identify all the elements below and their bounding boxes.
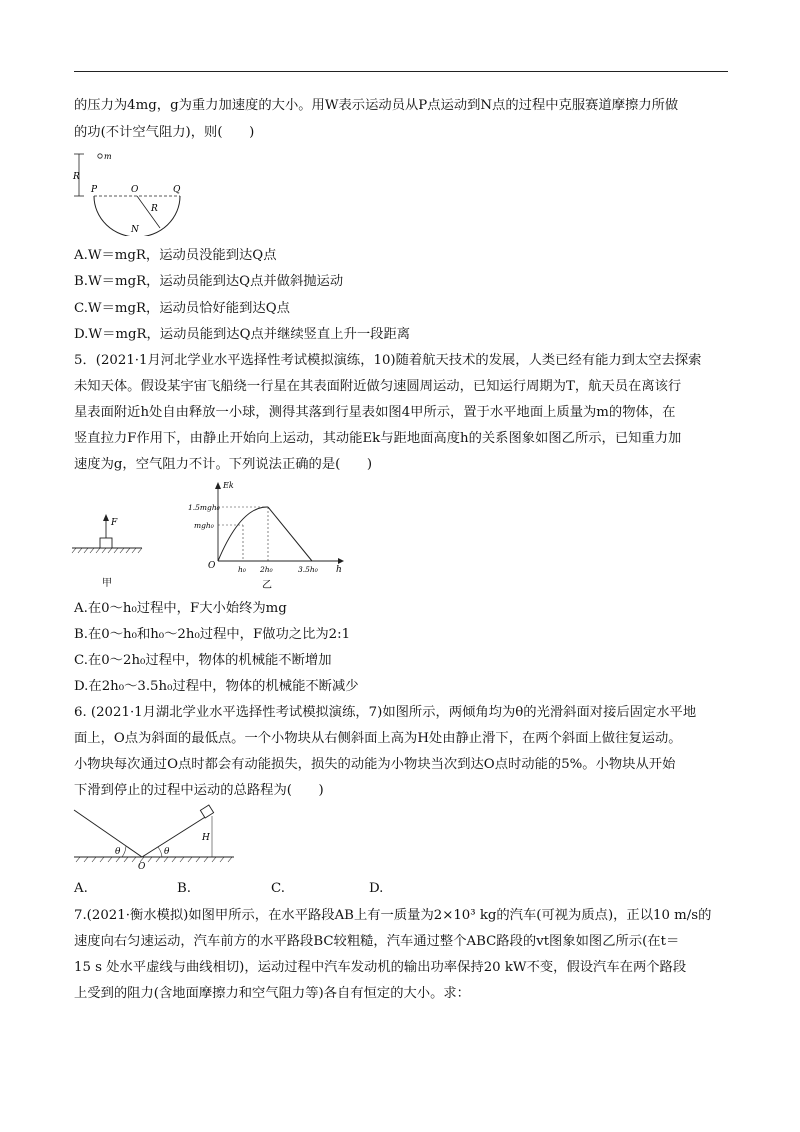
q5-option-a: A.在0～h₀过程中，F大小始终为mg xyxy=(74,601,287,616)
label-Ek: Ek xyxy=(223,481,234,490)
q4-option-c: C.W＝mgR，运动员恰好能到达Q点 xyxy=(74,301,290,316)
tick-x-2h0: 2h₀ xyxy=(260,565,273,574)
q5-stem-line4: 竖直拉力F作用下，由静止开始向上运动，其动能Ek与距地面高度h的关系图象如图乙所示，已知重力加 xyxy=(74,431,682,446)
ball-icon xyxy=(98,154,102,158)
header-rule xyxy=(74,71,728,72)
label-O: O xyxy=(138,862,146,872)
q5-stem-line2: 未知天体。假设某宇宙飞船绕一行星在其表面附近做匀速圆周运动，已知运行周期为T，航天员在离该行 xyxy=(74,379,682,394)
q4-option-d: D.W＝mgR，运动员能到达Q点并继续竖直上升一段距离 xyxy=(74,327,411,342)
q7-stem-line1: 7.(2021·衡水模拟)如图甲所示，在水平路段AB上有一质量为2×10³ kg的汽车(可视为质点)，正以10 m/s的 xyxy=(74,908,712,923)
tick-x-3_5h0: 3.5h₀ xyxy=(298,565,318,574)
y-axis-arrow-icon xyxy=(215,482,221,489)
q4-option-b: B.W＝mgR，运动员能到达Q点并做斜抛运动 xyxy=(74,274,344,289)
q5-option-d: D.在2h₀～3.5h₀过程中，物体的机械能不断减少 xyxy=(74,679,359,694)
q5-option-b: B.在0～h₀和h₀～2h₀过程中，F做功之比为2:1 xyxy=(74,627,351,642)
tick-y-1_5mgh0: 1.5mgh₀ xyxy=(188,503,220,512)
q6-stem-line3: 小物块每次通过O点时都会有动能损失，损失的动能为小物块当次到达O点时动能的5%。小物块从开始 xyxy=(74,757,676,772)
q6-option-a: A. xyxy=(74,881,88,896)
block-icon xyxy=(100,538,112,548)
q7-stem-line4: 上受到的阻力(含地面摩擦力和空气阻力等)各自有恒定的大小。求： xyxy=(74,986,470,1001)
q7-stem-line2: 速度向右匀速运动，汽车前方的水平路段BC较粗糙，汽车通过整个ABC路段的vt图象如图乙所示(在t＝ xyxy=(74,934,680,949)
q6-stem-line2: 面上，O点为斜面的最低点。一个小物块从右侧斜面上高为H处由静止滑下，在两个斜面上做往复运动。 xyxy=(74,731,682,746)
label-P: P xyxy=(91,185,98,195)
label-F: F xyxy=(111,518,118,528)
q6-stem-line4: 下滑到停止的过程中运动的总路程为( ) xyxy=(74,783,324,798)
label-H: H xyxy=(202,833,210,843)
q5-stem-line5: 速度为g，空气阻力不计。下列说法正确的是( ) xyxy=(74,457,373,472)
q6-stem-line1: 6. (2021·1月湖北学业水平选择性考试模拟演练，7)如图所示，两倾角均为θ的光滑斜面对接后固定水平地 xyxy=(74,705,697,720)
tick-x-h0: h₀ xyxy=(238,565,246,574)
q5-stem-line1: 5．(2021·1月河北学业水平选择性考试模拟演练，10)随着航天技术的发展，人类已经有能力到太空去探索 xyxy=(74,353,702,368)
label-theta-left: θ xyxy=(115,847,121,857)
arrow-up-icon xyxy=(103,514,109,521)
label-O: O xyxy=(131,185,139,195)
label-theta-right: θ xyxy=(164,847,170,857)
tick-y-mgh0: mgh₀ xyxy=(194,521,214,530)
q6-option-d: D. xyxy=(369,881,384,896)
caption-jia: 甲 xyxy=(102,578,112,589)
q5-stem-line3: 星表面附近h处自由释放一小球，测得其落到行星表如图4甲所示，置于水平地面上质量为m的物体，在 xyxy=(74,405,676,420)
q5-figure-jia xyxy=(70,500,150,590)
q6-figure-inclines xyxy=(70,802,240,872)
label-R-radius: R xyxy=(151,204,158,214)
q5-option-c: C.在0～2h₀过程中，物体的机械能不断增加 xyxy=(74,653,332,668)
q4-figure-halfpipe xyxy=(70,148,200,236)
ek-line-fall xyxy=(268,507,312,561)
x-axis-arrow-icon xyxy=(338,558,344,564)
q4-option-a: A.W＝mgR，运动员没能到达Q点 xyxy=(74,248,277,263)
label-m: m xyxy=(104,152,112,161)
label-origin-O: O xyxy=(208,561,216,571)
q7-stem-line3: 15 s 处水平虚线与曲线相切)，运动过程中汽车发动机的输出功率保持20 kW不变，假设汽车在两个路段 xyxy=(74,960,687,975)
q6-option-c: C. xyxy=(271,881,285,896)
label-h: h xyxy=(336,565,342,575)
label-Q: Q xyxy=(173,185,181,195)
q4-stem-line2: 的功(不计空气阻力)，则( ) xyxy=(74,125,255,140)
q6-option-b: B. xyxy=(177,881,191,896)
q5-figure-yi-graph xyxy=(186,476,352,592)
block-icon xyxy=(200,805,213,818)
caption-yi: 乙 xyxy=(262,580,272,591)
label-N: N xyxy=(131,225,139,235)
q4-stem-line1: 的压力为4mg，g为重力加速度的大小。用W表示运动员从P点运动到N点的过程中克服赛道摩擦力所做 xyxy=(74,98,679,113)
label-R-height: R xyxy=(73,172,80,182)
